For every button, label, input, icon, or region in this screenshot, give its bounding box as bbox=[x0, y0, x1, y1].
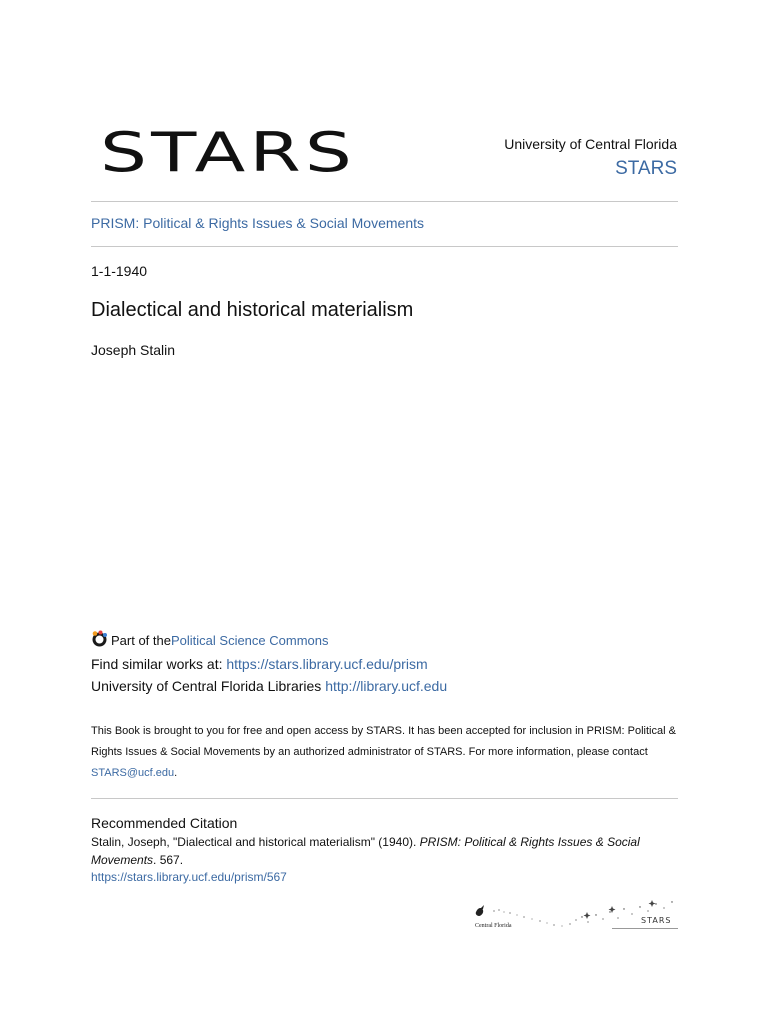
stars-footer-text: STARS bbox=[641, 916, 672, 925]
institution-name: University of Central Florida bbox=[504, 136, 677, 152]
access-statement-end: . bbox=[174, 767, 178, 779]
document-title: Dialectical and historical materialism bbox=[91, 299, 414, 321]
pegasus-icon bbox=[476, 905, 484, 916]
find-similar-line bbox=[91, 656, 428, 672]
commons-network-icon bbox=[91, 630, 108, 647]
libraries-link[interactable]: http://library.ucf.edu bbox=[325, 678, 448, 694]
citation-text bbox=[91, 834, 681, 869]
citation-end: . 567. bbox=[153, 852, 184, 867]
find-similar-link[interactable]: https://stars.library.ucf.edu/prism bbox=[226, 656, 428, 672]
part-of-commons-line bbox=[91, 633, 329, 648]
collection-divider bbox=[91, 246, 678, 247]
collection-link[interactable]: PRISM: Political & Rights Issues & Social Movements bbox=[91, 215, 425, 231]
repository-link[interactable]: STARS bbox=[615, 158, 677, 179]
citation-heading: Recommended Citation bbox=[91, 815, 238, 831]
publication-date: 1-1-1940 bbox=[91, 263, 148, 279]
footer-tagline-line bbox=[612, 928, 678, 929]
citation-plain: Stalin, Joseph, "Dialectical and historical materialism" (1940). bbox=[91, 835, 420, 849]
citation-divider bbox=[91, 798, 678, 799]
find-similar-label: Find similar works at: bbox=[91, 656, 227, 672]
stars-logo-wordmark bbox=[98, 118, 360, 184]
author-name: Joseph Stalin bbox=[91, 342, 176, 358]
part-of-prefix: Part of the bbox=[111, 633, 171, 648]
access-statement bbox=[91, 721, 681, 784]
header-divider bbox=[91, 201, 678, 202]
contact-email-link[interactable]: STARS@ucf.edu bbox=[91, 767, 175, 779]
access-statement-text: This Book is brought to you for free and open access by STARS. It has been accepted for inclusion in PRISM: Political & Rights Issues & Social Movements by an authorized administrator of STARS. For more information, please contact bbox=[91, 725, 676, 758]
libraries-line bbox=[91, 678, 447, 694]
political-science-commons-link[interactable]: Political Science Commons bbox=[170, 633, 329, 648]
citation-url-link[interactable]: https://stars.library.ucf.edu/prism/567 bbox=[91, 870, 287, 884]
ucf-logo-text: Central Florida bbox=[475, 923, 512, 929]
citation-series: PRISM: Political & Rights Issues & Social Movements bbox=[91, 835, 640, 867]
stars-logo-text: STARS bbox=[100, 121, 356, 184]
ucf-stars-footer-logo bbox=[472, 898, 680, 934]
libraries-label: University of Central Florida Libraries bbox=[91, 678, 326, 694]
